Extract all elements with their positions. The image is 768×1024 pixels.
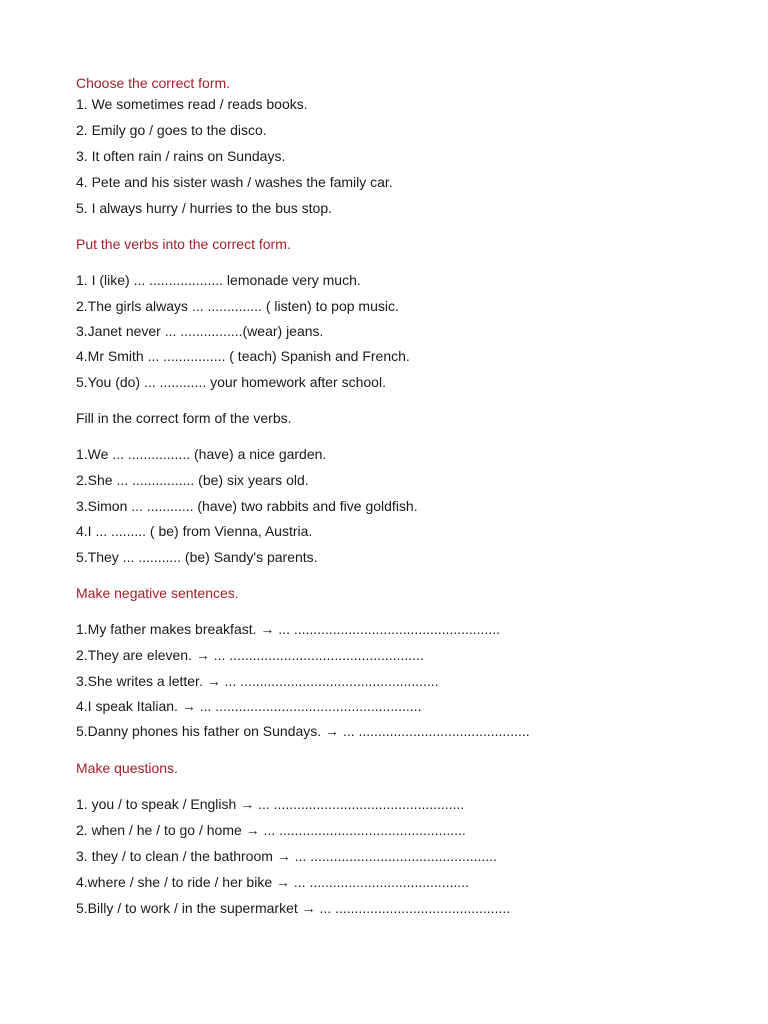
exercise-item: 1. I (like) ... ................... lemonade very much.	[76, 272, 361, 288]
exercise-item: 2.The girls always ... .............. ( listen) to pop music.	[76, 298, 399, 314]
exercise-item: 3.She writes a letter. → ... ...................................................	[76, 673, 439, 689]
exercise-item: 4.where / she / to ride / her bike → ... .........................................	[76, 874, 469, 890]
exercise-item: 3. It often rain / rains on Sundays.	[76, 148, 286, 164]
exercise-item: 2. Emily go / goes to the disco.	[76, 122, 267, 138]
section-heading: Make questions.	[76, 760, 178, 776]
exercise-item: 5.You (do) ... ............ your homework after school.	[76, 374, 386, 390]
exercise-item: 4.Mr Smith ... ................ ( teach) Spanish and French.	[76, 348, 410, 364]
exercise-item: 5.They ... ........... (be) Sandy's parents.	[76, 549, 318, 565]
section-heading: Put the verbs into the correct form.	[76, 236, 291, 252]
section-heading: Choose the correct form.	[76, 75, 231, 91]
exercise-item: 4.I ... ......... ( be) from Vienna, Austria.	[76, 523, 313, 539]
section-heading: Make negative sentences.	[76, 585, 239, 601]
exercise-item: 2.They are eleven. → ... ..................................................	[76, 647, 424, 663]
exercise-item: 3. they / to clean / the bathroom → ... ................................................	[76, 848, 497, 864]
exercise-item: 1. We sometimes read / reads books.	[76, 96, 308, 112]
exercise-item: 1. you / to speak / English → ... .................................................	[76, 796, 465, 812]
exercise-item: 1.We ... ................ (have) a nice garden.	[76, 446, 327, 462]
exercise-item: 3.Simon ... ............ (have) two rabbits and five goldfish.	[76, 498, 418, 514]
exercise-item: 5. I always hurry / hurries to the bus stop.	[76, 200, 333, 216]
exercise-item: 5.Billy / to work / in the supermarket → ... .............................................	[76, 900, 511, 916]
exercise-item: 4. Pete and his sister wash / washes the family car.	[76, 174, 393, 190]
exercise-item: 1.My father makes breakfast. → ... .....................................................	[76, 621, 501, 637]
exercise-item: 2. when / he / to go / home → ... ................................................	[76, 822, 466, 838]
exercise-item: 2.She ... ................ (be) six years old.	[76, 472, 309, 488]
section-heading: Fill in the correct form of the verbs.	[76, 410, 292, 426]
exercise-item: 5.Danny phones his father on Sundays. → ... ............................................	[76, 723, 530, 739]
exercise-item: 3.Janet never ... ................(wear) jeans.	[76, 323, 324, 339]
exercise-item: 4.I speak Italian. → ... .....................................................	[76, 698, 422, 714]
